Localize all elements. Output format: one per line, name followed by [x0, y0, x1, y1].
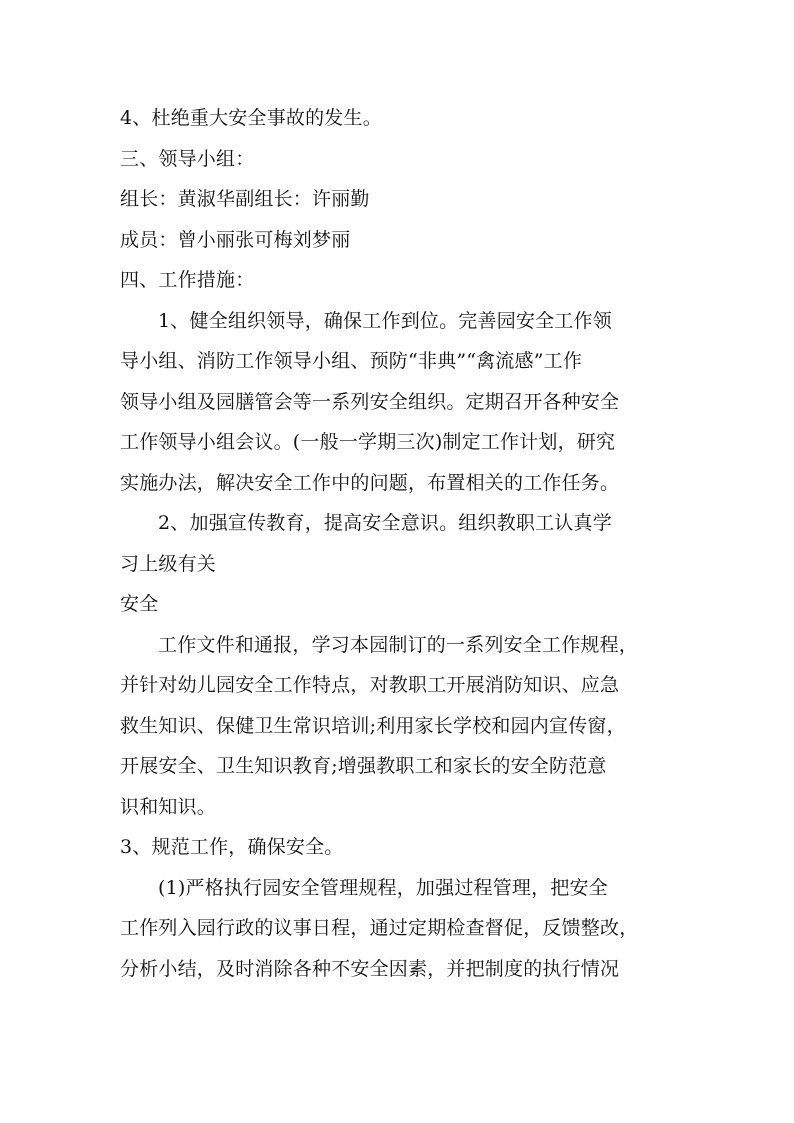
- text-line: 开展安全、卫生知识教育;增强教职工和家长的安全防范意: [120, 755, 607, 777]
- text-line: 3、规范工作，确保安全。: [120, 836, 344, 858]
- text-line: 2、加强宣传教育，提高安全意识。组织教职工认真学: [158, 512, 612, 534]
- text-line: 三、领导小组：: [120, 147, 255, 170]
- text-line: 识和知识。: [120, 795, 217, 818]
- text-line: 安全: [120, 593, 159, 615]
- text-line: 组长：黄淑华副组长：许丽勤: [120, 188, 370, 210]
- text-line: 工作领导小组会议。(一般一学期三次)制定工作计划，研究: [120, 431, 616, 453]
- text-line: 实施办法，解决安全工作中的问题，布置相关的工作任务。: [120, 471, 620, 494]
- text-line: 并针对幼儿园安全工作特点，对教职工开展消防知识、应急: [120, 674, 620, 696]
- text-line: 工作文件和通报，学习本园制订的一系列安全工作规程，: [158, 633, 639, 656]
- text-line: 领导小组及园膳管会等一系列安全组织。定期召开各种安全: [120, 390, 620, 413]
- text-line: 习上级有关: [120, 552, 217, 575]
- text-line: 成员：曾小丽张可梅刘梦丽: [120, 228, 351, 251]
- text-line: (1)严格执行园安全管理规程，加强过程管理，把安全: [158, 876, 608, 899]
- text-line: 分析小结，及时消除各种不安全因素，并把制度的执行情况: [120, 957, 620, 980]
- text-line: 导小组、消防工作领导小组、预防“非典”“禽流感”工作: [120, 350, 583, 372]
- document-body: [120, 98, 680, 989]
- text-line: 救生知识、保健卫生常识培训;利用家长学校和园内宣传窗，: [120, 714, 626, 737]
- text-line: 4、杜绝重大安全事故的发生。: [120, 107, 382, 129]
- text-line: 1、健全组织领导，确保工作到位。完善园安全工作领: [158, 309, 612, 332]
- text-line: 工作列入园行政的议事日程，通过定期检查督促，反馈整改，: [120, 917, 639, 939]
- text-line: 四、工作措施：: [120, 269, 255, 291]
